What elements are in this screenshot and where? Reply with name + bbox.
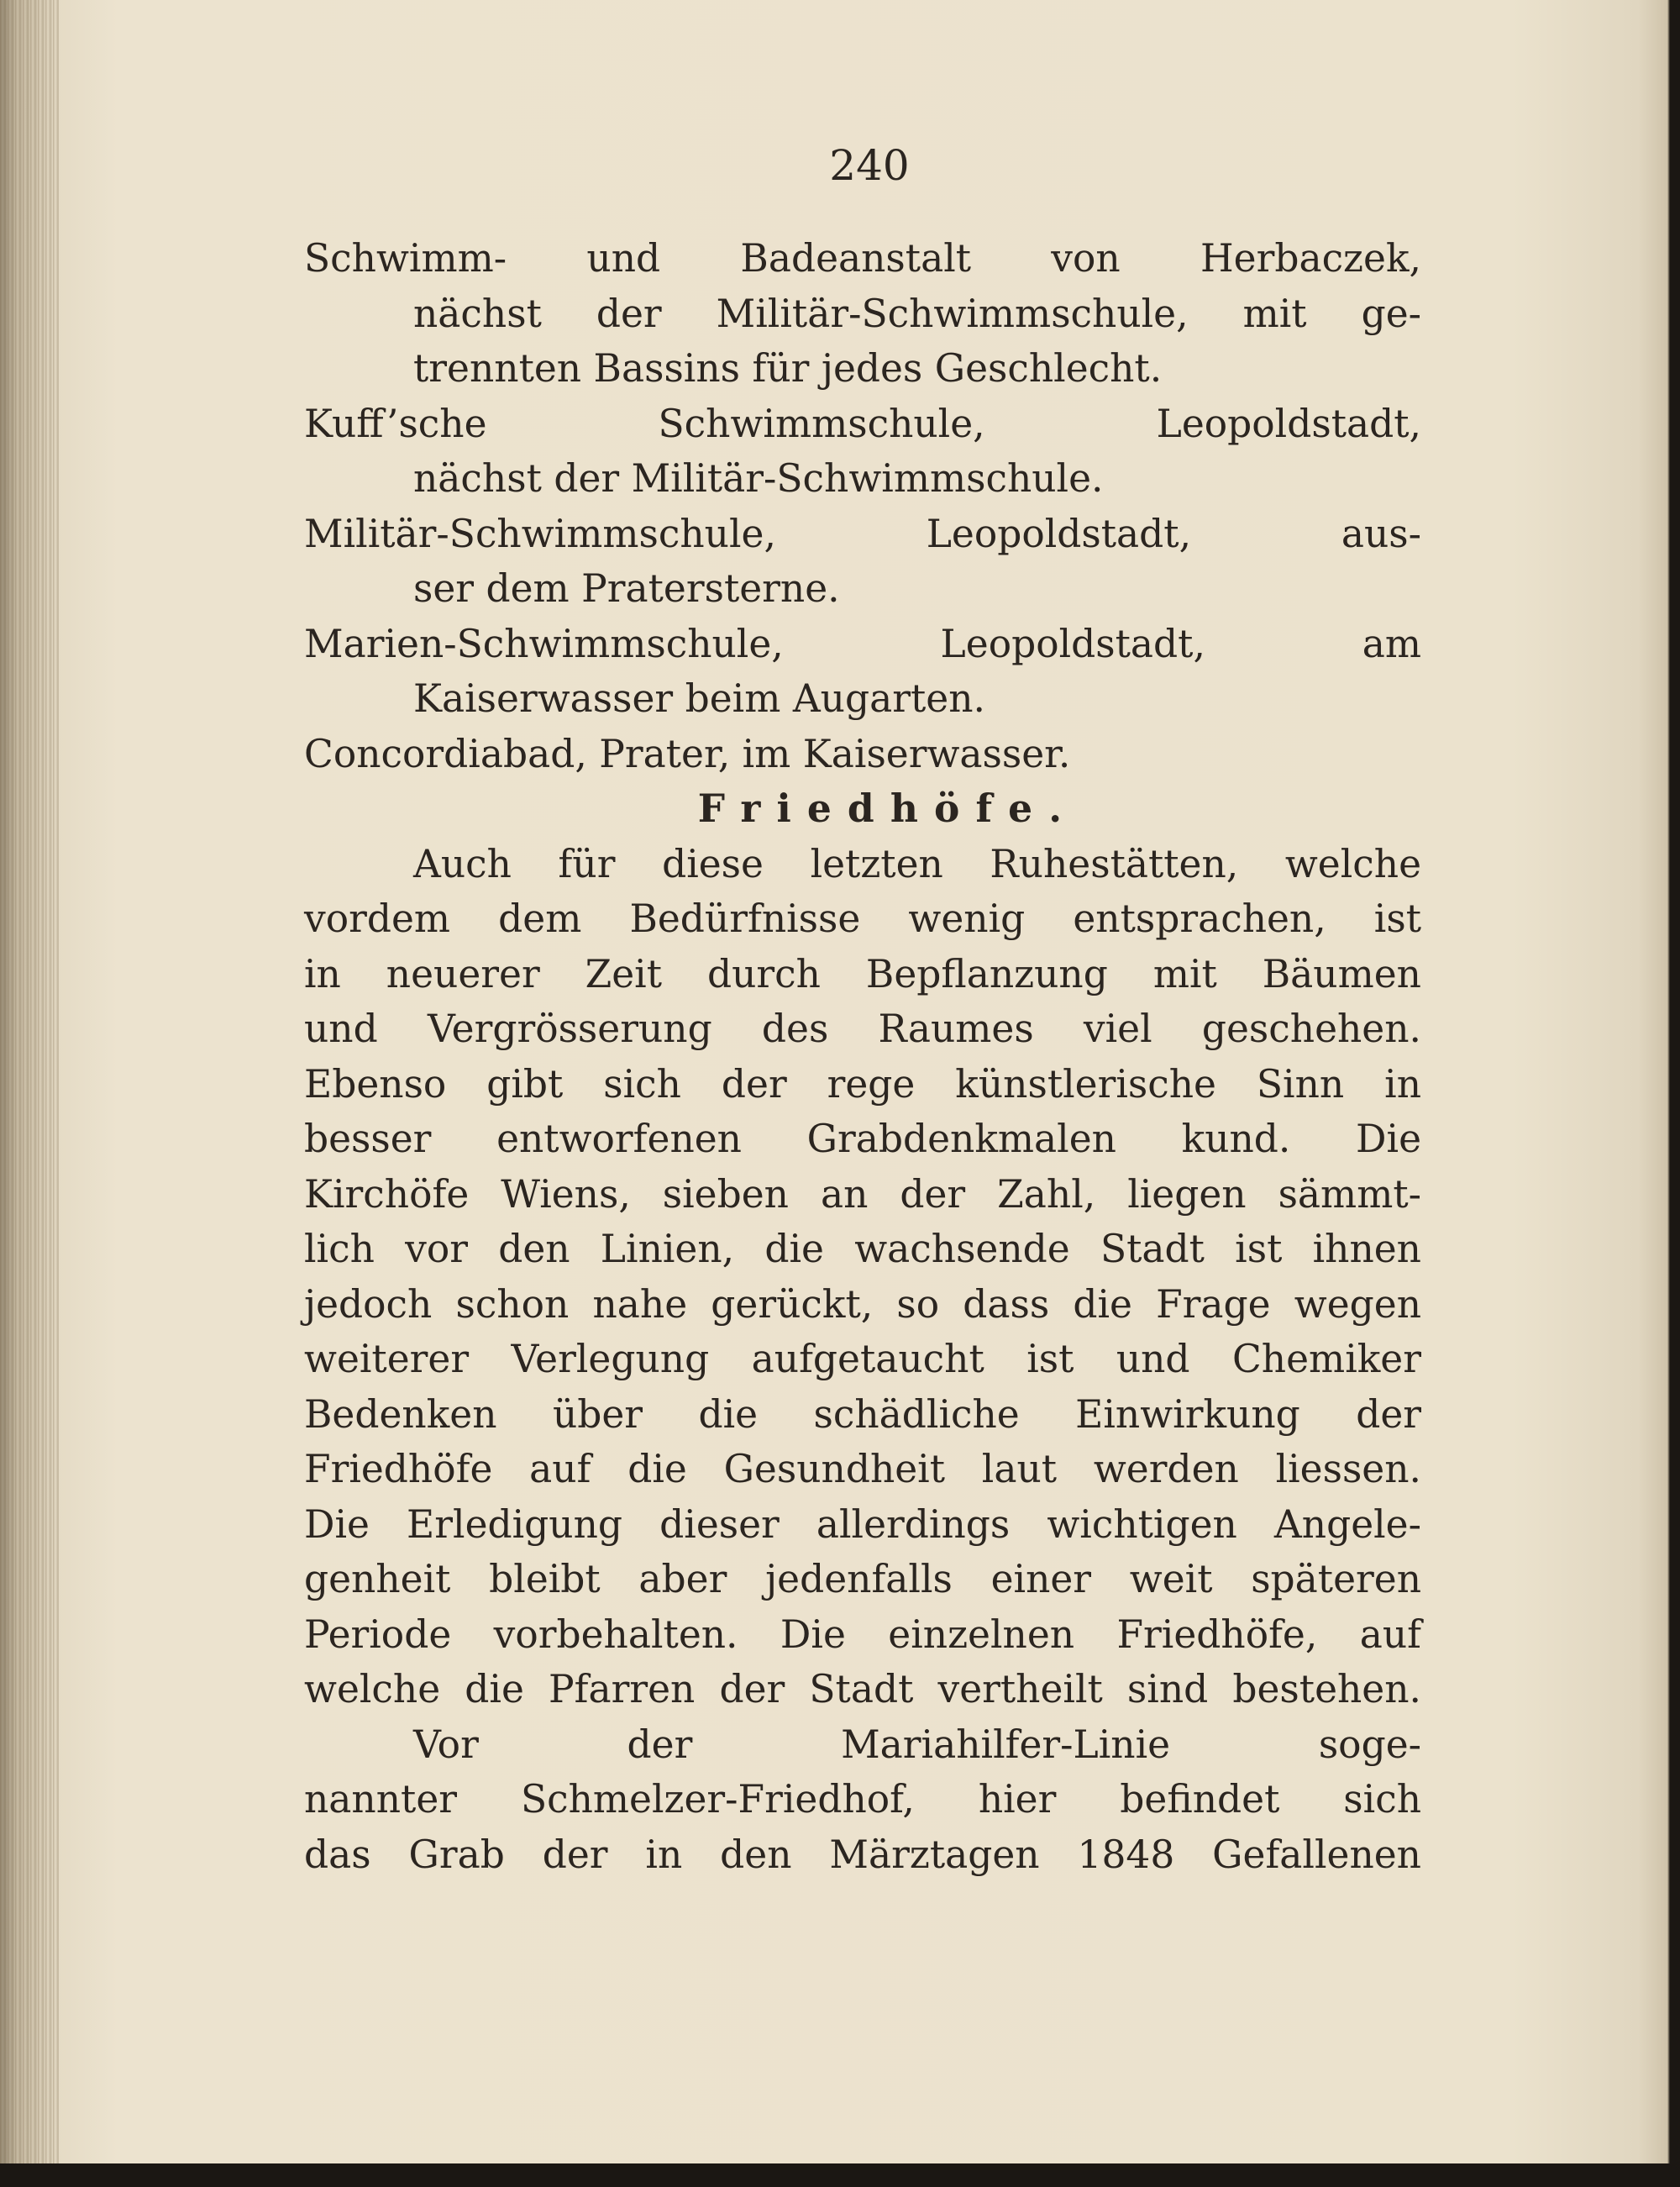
text-line: lich vor den Linien, die wachsende Stadt ist ihnen	[304, 1227, 1421, 1271]
text-line: das Grab der in den Märztagen 1848 Gefallenen	[304, 1832, 1421, 1877]
text-line: und Vergrösserung des Raumes viel geschehen.	[304, 1007, 1421, 1051]
text-line: Marien-Schwimmschule, Leopoldstadt, am	[304, 621, 1421, 666]
text-line: Kuff’sche Schwimmschule, Leopoldstadt,	[304, 401, 1421, 446]
text-line: Kaiserwasser beim Augarten.	[413, 676, 985, 721]
text-line: Friedhöfe auf die Gesundheit laut werden liessen.	[304, 1447, 1421, 1491]
text-line: genheit bleibt aber jedenfalls einer weit späteren	[304, 1557, 1421, 1601]
text-line: Concordiabad, Prater, im Kaiserwasser.	[304, 731, 1071, 776]
text-line: nannter Schmelzer-Friedhof, hier befindet sich	[304, 1777, 1421, 1822]
page-number: 240	[829, 141, 910, 190]
text-line: jedoch schon nahe gerückt, so dass die Frage wegen	[304, 1281, 1421, 1327]
text-line: Schwimm- und Badeanstalt von Herbaczek,	[304, 236, 1421, 281]
text-line: nächst der Militär-Schwimmschule, mit ge-	[413, 291, 1421, 336]
text-line: trennten Bassins für jedes Geschlecht.	[413, 346, 1163, 391]
text-line: Periode vorbehalten. Die einzelnen Friedhöfe, auf	[304, 1611, 1421, 1657]
text-line: Bedenken über die schädliche Einwirkung der	[304, 1391, 1421, 1437]
text-line: Die Erledigung dieser allerdings wichtigen Angele-	[304, 1501, 1421, 1547]
page-text	[304, 231, 1421, 1882]
text-line: Auch für diese letzten Ruhestätten, welche	[413, 841, 1421, 886]
page-bottom-edge	[0, 2163, 1680, 2187]
text-line: Vor der Mariahilfer-Linie soge-	[413, 1722, 1421, 1767]
text-line: nächst der Militär-Schwimmschule.	[413, 456, 1104, 501]
section-heading: Friedhöfe.	[697, 786, 1079, 831]
text-line: ser dem Pratersterne.	[413, 566, 840, 611]
text-line: besser entworfenen Grabdenkmalen kund. Die	[304, 1117, 1421, 1161]
text-line: Kirchöfe Wiens, sieben an der Zahl, liegen sämmt-	[304, 1171, 1421, 1217]
text-line: Militär-Schwimmschule, Leopoldstadt, aus-	[304, 511, 1421, 556]
text-line: welche die Pfarren der Stadt vertheilt sind bestehen.	[304, 1667, 1421, 1711]
text-line: vordem dem Bedürfnisse wenig entsprachen, ist	[304, 896, 1421, 941]
text-line: Ebenso gibt sich der rege künstlerische Sinn in	[304, 1061, 1421, 1107]
text-line: in neuerer Zeit durch Bepflanzung mit Bäumen	[304, 951, 1421, 996]
book-spine-shadow	[0, 0, 59, 2187]
text-line: weiterer Verlegung aufgetaucht ist und Chemiker	[304, 1337, 1421, 1381]
